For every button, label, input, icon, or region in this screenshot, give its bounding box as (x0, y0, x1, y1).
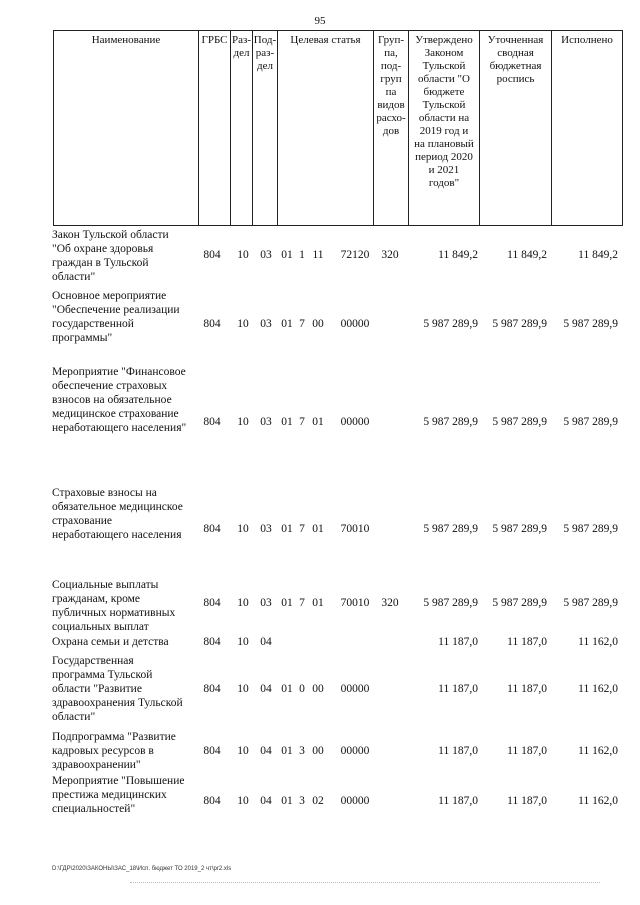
cell-t1: 01 (281, 318, 293, 330)
cell-t4: 00000 (340, 416, 370, 428)
cell-executed: 11 849,2 (578, 249, 618, 261)
cell-grbs: 804 (203, 683, 221, 695)
cell-approved: 11 187,0 (438, 636, 478, 648)
header-approved: Утверждено Законом Тульской области "О бюджете Тульской области на 2019 год и на плановый период 2020 и 2021 годов" (408, 30, 479, 226)
cell-rz: 10 (237, 597, 249, 609)
header-podrazdel: Под- раз- дел (252, 30, 277, 226)
cell-pr: 04 (260, 745, 272, 757)
cell-executed: 11 162,0 (578, 683, 618, 695)
row-name: Страховые взносы на обязательное медицинское страхование неработающего населения (52, 487, 183, 541)
cell-approved: 5 987 289,9 (423, 523, 478, 535)
cell-rz: 10 (237, 523, 249, 535)
cell-pr: 03 (260, 416, 272, 428)
cell-refined: 5 987 289,9 (492, 523, 547, 535)
row-name: Государственная программа Тульской области "Развитие здравоохранения Тульской области" (52, 655, 183, 723)
cell-refined: 5 987 289,9 (492, 597, 547, 609)
cell-approved: 5 987 289,9 (423, 416, 478, 428)
cell-t3: 01 (312, 416, 324, 428)
header-name: Наименование (53, 30, 198, 226)
cell-t3: 11 (312, 249, 324, 261)
cell-grbs: 804 (203, 597, 221, 609)
cell-pr: 03 (260, 523, 272, 535)
cell-t2: 3 (299, 745, 305, 757)
cell-pr: 03 (260, 249, 272, 261)
cell-t1: 01 (281, 597, 293, 609)
cell-rz: 10 (237, 683, 249, 695)
row-name: Охрана семьи и детства (52, 636, 169, 648)
cell-t3: 00 (312, 318, 324, 330)
cell-executed: 5 987 289,9 (563, 318, 618, 330)
row-name: Подпрограмма "Развитие кадровых ресурсов в здравоохранении" (52, 731, 176, 771)
header-razdel: Раз- дел (230, 30, 252, 226)
cell-t1: 01 (281, 416, 293, 428)
cell-t3: 00 (312, 683, 324, 695)
cell-t4: 70010 (340, 523, 370, 535)
cell-t1: 01 (281, 683, 293, 695)
cell-t4: 00000 (340, 795, 370, 807)
cell-grbs: 804 (203, 523, 221, 535)
header-target: Целевая статья (277, 30, 373, 226)
cell-approved: 5 987 289,9 (423, 597, 478, 609)
cell-refined: 5 987 289,9 (492, 318, 547, 330)
cell-grbs: 804 (203, 416, 221, 428)
cell-executed: 5 987 289,9 (563, 597, 618, 609)
cell-refined: 11 187,0 (507, 683, 547, 695)
footer-file-path: D:\ГДР\2020\ЗАКОНЫ\ЗАС_18\Исп. бюджет ТО 2019_2 чт\pr2.xls (52, 866, 232, 872)
page-number: 95 (314, 15, 326, 27)
cell-t2: 3 (299, 795, 305, 807)
cell-grbs: 804 (203, 745, 221, 757)
cell-pr: 04 (260, 683, 272, 695)
cell-approved: 11 187,0 (438, 745, 478, 757)
cell-rz: 10 (237, 636, 249, 648)
cell-refined: 11 187,0 (507, 636, 547, 648)
cell-t2: 7 (299, 523, 305, 535)
footer-rule (130, 882, 600, 883)
cell-rz: 10 (237, 416, 249, 428)
cell-executed: 5 987 289,9 (563, 523, 618, 535)
cell-vr: 320 (381, 597, 399, 609)
cell-approved: 11 187,0 (438, 683, 478, 695)
row-name: Мероприятие "Финансовое обеспечение страховых взносов на обязательное медицинское страхование неработающего населения" (52, 366, 187, 434)
cell-approved: 11 849,2 (438, 249, 478, 261)
cell-grbs: 804 (203, 318, 221, 330)
row-name: Мероприятие "Повышение престижа медицинских специальностей" (52, 775, 185, 815)
cell-pr: 04 (260, 795, 272, 807)
cell-grbs: 804 (203, 636, 221, 648)
cell-t2: 1 (299, 249, 305, 261)
row-name: Закон Тульской области "Об охране здоровья граждан в Тульской области" (52, 229, 169, 283)
cell-t4: 70010 (340, 597, 370, 609)
cell-executed: 11 162,0 (578, 745, 618, 757)
cell-rz: 10 (237, 745, 249, 757)
cell-t4: 00000 (340, 683, 370, 695)
cell-refined: 11 187,0 (507, 795, 547, 807)
cell-pr: 03 (260, 597, 272, 609)
cell-refined: 11 849,2 (507, 249, 547, 261)
cell-approved: 11 187,0 (438, 795, 478, 807)
cell-refined: 5 987 289,9 (492, 416, 547, 428)
cell-vr: 320 (381, 249, 399, 261)
cell-t1: 01 (281, 249, 293, 261)
cell-rz: 10 (237, 795, 249, 807)
cell-grbs: 804 (203, 249, 221, 261)
cell-t4: 00000 (340, 318, 370, 330)
cell-rz: 10 (237, 318, 249, 330)
cell-executed: 11 162,0 (578, 636, 618, 648)
cell-t3: 00 (312, 745, 324, 757)
cell-t1: 01 (281, 745, 293, 757)
cell-approved: 5 987 289,9 (423, 318, 478, 330)
cell-t2: 7 (299, 318, 305, 330)
cell-t1: 01 (281, 523, 293, 535)
cell-executed: 11 162,0 (578, 795, 618, 807)
cell-t2: 7 (299, 597, 305, 609)
cell-pr: 04 (260, 636, 272, 648)
cell-t3: 02 (312, 795, 324, 807)
cell-rz: 10 (237, 249, 249, 261)
cell-pr: 03 (260, 318, 272, 330)
cell-t2: 0 (299, 683, 305, 695)
header-refined: Уточненная сводная бюджетная роспись (479, 30, 551, 226)
header-group: Груп- па, под- груп па видов расхо- дов (373, 30, 408, 226)
cell-t4: 72120 (340, 249, 370, 261)
cell-t3: 01 (312, 523, 324, 535)
cell-t3: 01 (312, 597, 324, 609)
cell-t1: 01 (281, 795, 293, 807)
cell-grbs: 804 (203, 795, 221, 807)
cell-t2: 7 (299, 416, 305, 428)
header-grbs: ГРБС (198, 30, 230, 226)
row-name: Социальные выплаты гражданам, кроме публичных нормативных социальных выплат (52, 579, 176, 633)
header-executed: Исполнено (551, 30, 623, 226)
cell-refined: 11 187,0 (507, 745, 547, 757)
cell-t4: 00000 (340, 745, 370, 757)
row-name: Основное мероприятие "Обеспечение реализации государственной программы" (52, 290, 180, 344)
cell-executed: 5 987 289,9 (563, 416, 618, 428)
